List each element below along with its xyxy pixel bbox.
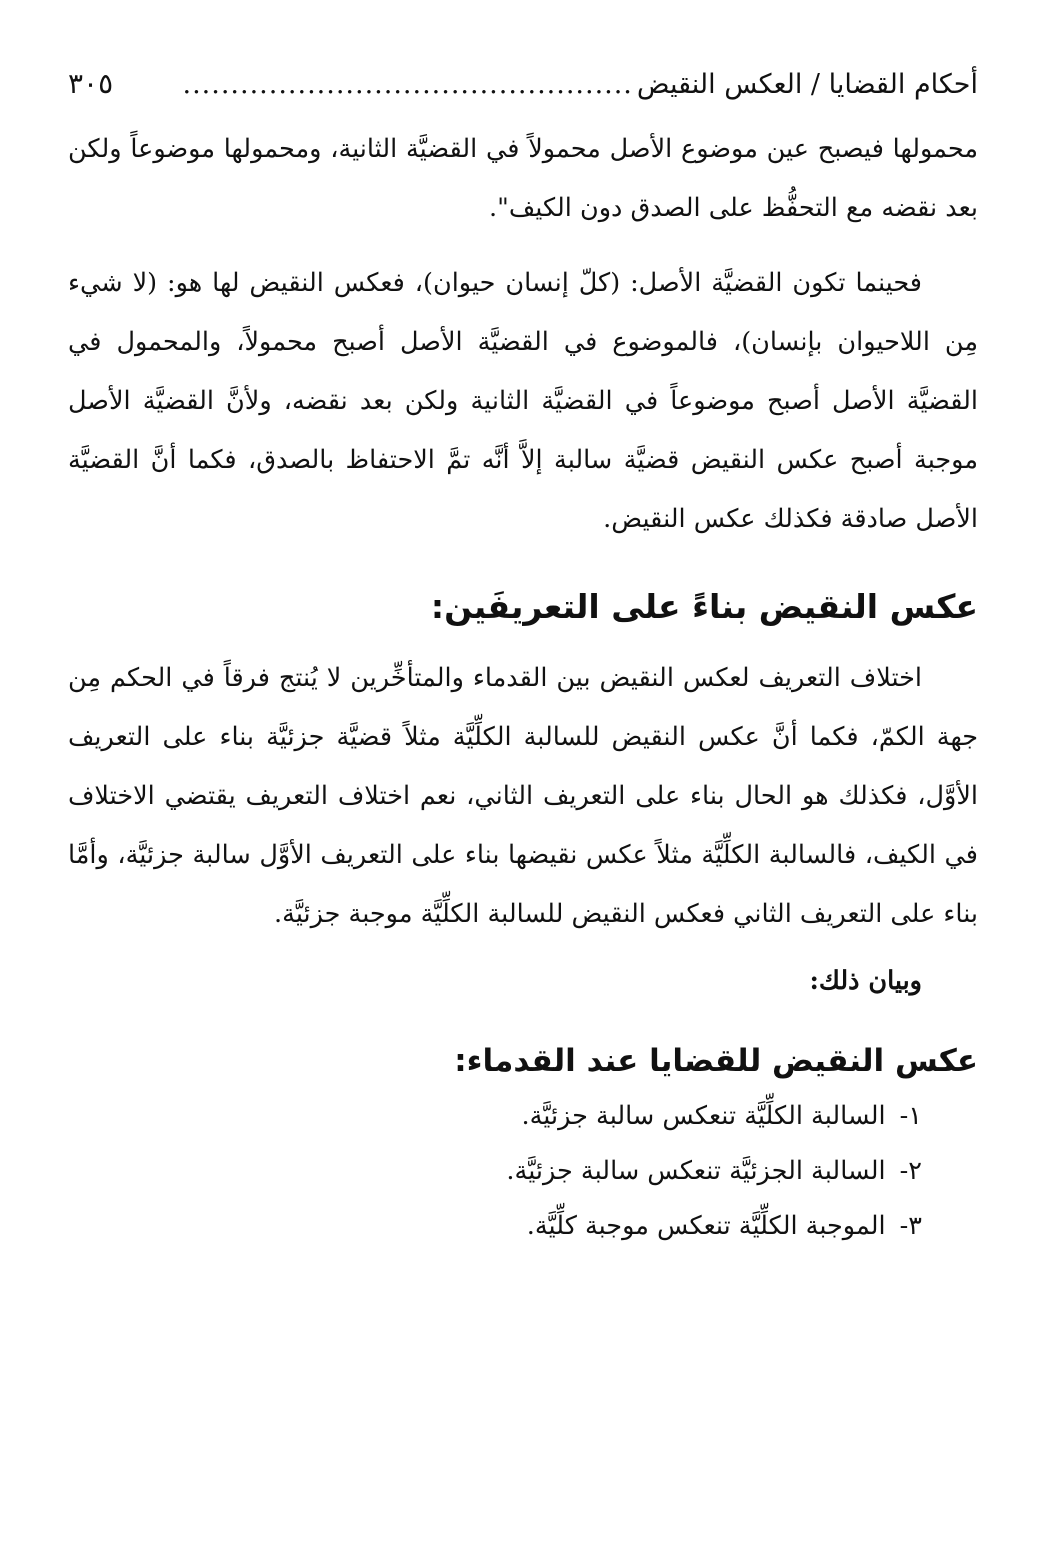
section-heading-two-definitions: عكس النقيض بناءً على التعريفَين: bbox=[430, 587, 978, 626]
list-item bbox=[68, 1199, 978, 1254]
page-number: ٣٠٥ bbox=[68, 67, 114, 100]
rules-list bbox=[68, 1089, 978, 1254]
leader-dots: ............................................... bbox=[182, 69, 633, 100]
list-item-number: ٢- bbox=[899, 1156, 922, 1186]
list-item-number: ١- bbox=[899, 1101, 922, 1131]
paragraph-definitions: اختلاف التعريف لعكس النقيض بين القدماء والمتأخِّرين لا يُنتج فرقاً في الحكم مِن جهة الكمّ، فكما أنَّ عكس النقيض للسالبة الكلِّيَّة مثلاً قضيَّة جزئيَّة بناء على التعريف الأوَّل، فكذلك هو الحال بناء على التعريف الثاني، نعم اختلاف التعريف يقتضي الاختلاف في الكيف، فالسالبة الكلِّيَّة مثلاً عكس نقيضها بناء على التعريف الأوَّل سالبة جزئيَّة، وأمَّا بناء على التعريف الثاني فعكس النقيض للسالبة الكلِّيَّة موجبة جزئيَّة. bbox=[68, 663, 978, 929]
explanation-subheading: وبيان ذلك: bbox=[809, 966, 922, 996]
running-header bbox=[68, 58, 978, 110]
list-item bbox=[68, 1089, 978, 1144]
paragraph-continuation: محمولها فيصبح عين موضوع الأصل محمولاً في القضيَّة الثانية، ومحمولها موضوعاً ولكن بعد نقضه مع التحفُّظ على الصدق دون الكيف". bbox=[68, 134, 978, 223]
book-page bbox=[68, 58, 978, 1518]
section-heading-ancients: عكس النقيض للقضايا عند القدماء: bbox=[454, 1043, 978, 1079]
running-header-title: أحكام القضايا / العكس النقيض bbox=[636, 69, 978, 100]
list-item-number: ٣- bbox=[899, 1211, 922, 1241]
list-item-text: الموجبة الكلِّيَّة تنعكس موجبة كلِّيَّة. bbox=[526, 1211, 886, 1241]
paragraph-example: فحينما تكون القضيَّة الأصل: (كلّ إنسان حيوان)، فعكس النقيض لها هو: (لا شيء مِن اللاحيوان بإنسان)، فالموضوع في القضيَّة الأصل أصبح محمولاً، والمحمول في القضيَّة الأصل أصبح موضوعاً في القضيَّة الثانية ولكن بعد نقضه، ولأنَّ القضيَّة الأصل موجبة أصبح عكس النقيض قضيَّة سالبة إلاَّ أنَّه تمَّ الاحتفاظ بالصدق، فكما أنَّ القضيَّة الأصل صادقة فكذلك عكس النقيض. bbox=[68, 268, 978, 534]
list-item-text: السالبة الجزئيَّة تنعكس سالبة جزئيَّة. bbox=[506, 1156, 886, 1186]
list-item-text: السالبة الكلِّيَّة تنعكس سالبة جزئيَّة. bbox=[521, 1101, 886, 1131]
list-item bbox=[68, 1144, 978, 1199]
